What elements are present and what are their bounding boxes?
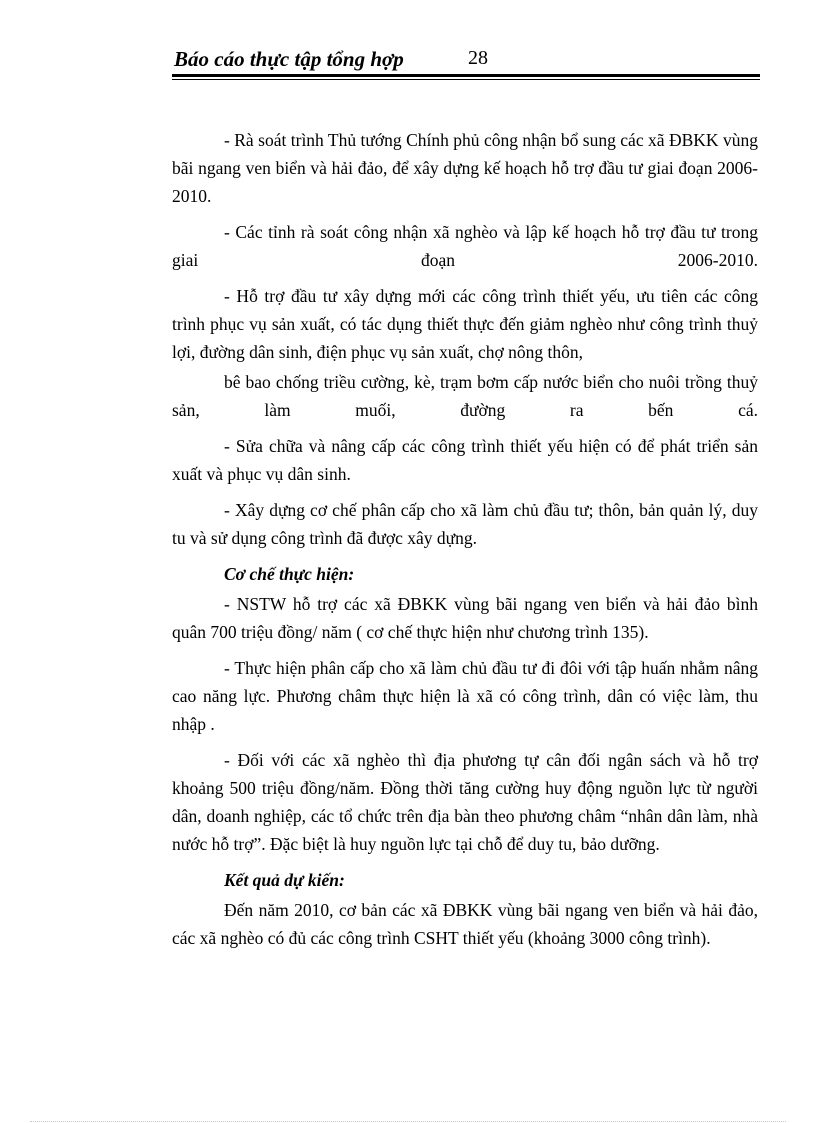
paragraph-decentralization: - Xây dựng cơ chế phân cấp cho xã làm chủ đầu tư; thôn, bản quản lý, duy tu và sử dụng công trình đã được xây dựng.: [172, 500, 758, 548]
paragraph-poor-communes: - Đối với các xã nghèo thì địa phương tự cân đối ngân sách và hỗ trợ khoảng 500 triệu đồng/năm. Đồng thời tăng cường huy động nguồn lực từ người dân, doanh nghiệp, các tổ chức trên địa bàn theo phương châm “nhân dân làm, nhà nước hỗ trợ”. Đặc biệt là huy nguồn lực tại chỗ để duy tu, bảo dưỡng.: [172, 750, 758, 854]
page-header: [172, 47, 760, 77]
paragraph-repair-upgrade: - Sửa chữa và nâng cấp các công trình thiết yếu hiện có để phát triển sản xuất và phục vụ dân sinh.: [172, 436, 758, 484]
paragraph-support-investment: - Hỗ trợ đầu tư xây dựng mới các công trình thiết yếu, ưu tiên các công trình phục vụ sản xuất, có tác dụng thiết thực đến giảm nghèo như công trình thuỷ lợi, đường dân sinh, điện phục vụ sản xuất, chợ nông thôn,: [172, 286, 758, 362]
document-body: [172, 126, 758, 960]
page-bottom-border: [30, 1121, 786, 1122]
paragraph-central-budget: - NSTW hỗ trợ các xã ĐBKK vùng bãi ngang ven biển và hải đảo bình quân 700 triệu đồng/ năm ( cơ chế thực hiện như chương trình 135).: [172, 594, 758, 642]
paragraph-review-communes: - Rà soát trình Thủ tướng Chính phủ công nhận bổ sung các xã ĐBKK vùng bãi ngang ven biển và hải đảo, để xây dựng kế hoạch hỗ trợ đầu tư giai đoạn 2006-2010.: [172, 130, 758, 206]
report-title: Báo cáo thực tập tổng hợp: [174, 47, 404, 71]
paragraph-embankments: bê bao chống triều cường, kè, trạm bơm cấp nước biển cho nuôi trồng thuỷ sản, làm muối, đường ra bến cá.: [172, 372, 758, 420]
heading-expected-results: Kết quả dự kiến:: [224, 870, 345, 890]
paragraph-provinces-review: - Các tỉnh rà soát công nhận xã nghèo và lập kế hoạch hỗ trợ đầu tư trong giai đoạn 2006-2010.: [172, 222, 758, 270]
heading-implementation-mechanism: Cơ chế thực hiện:: [224, 564, 355, 584]
paragraph-capacity-training: - Thực hiện phân cấp cho xã làm chủ đầu tư đi đôi với tập huấn nhằm nâng cao năng lực. Phương châm thực hiện là xã có công trình, dân có việc làm, thu nhập .: [172, 658, 758, 734]
header-rule-thick: [172, 74, 760, 77]
page-number: 28: [468, 47, 488, 69]
header-rule-thin: [172, 79, 760, 80]
paragraph-target-2010: Đến năm 2010, cơ bản các xã ĐBKK vùng bãi ngang ven biển và hải đảo, các xã nghèo có đủ các công trình CSHT thiết yếu (khoảng 3000 công trình).: [172, 900, 758, 948]
